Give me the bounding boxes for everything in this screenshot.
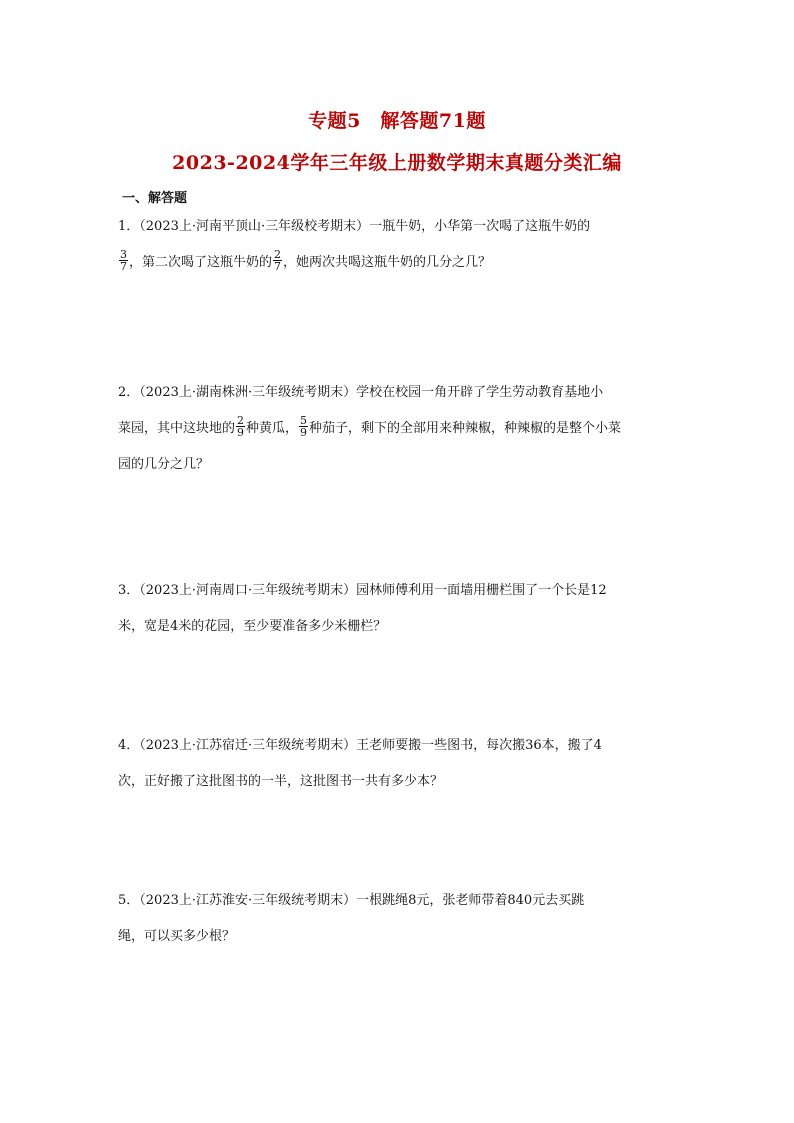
fraction-numerator: 2 — [237, 414, 245, 427]
question-2-text-c: 种茄子，剩下的全部用来种辣椒，种辣椒的是整个小菜 — [309, 421, 622, 436]
fraction-denominator: 9 — [300, 426, 308, 439]
fraction-numerator: 2 — [274, 248, 282, 261]
fraction-numerator: 3 — [120, 248, 127, 261]
question-5 — [118, 883, 678, 955]
question-3 — [118, 573, 678, 645]
fraction-denominator: 9 — [237, 426, 245, 439]
question-1-text-a: ，第二次喝了这瓶牛奶的 — [129, 255, 273, 270]
fraction-3-7 — [119, 249, 128, 272]
question-5-line-2: 绳，可以买多少根？ — [118, 929, 236, 944]
question-1 — [118, 209, 678, 281]
question-3-line-1: 3．（2023上·河南周口·三年级统考期末）园林师傅利用一面墙用栅栏围了一个长是12 — [118, 583, 607, 598]
question-4-line-1: 4．（2023上·江苏宿迁·三年级统考期末）王老师要搬一些图书，每次搬36本，搬了4 — [118, 738, 602, 753]
question-2-line-2 — [118, 411, 678, 447]
question-4-line-2: 次，正好搬了这批图书的一半，这批图书一共有多少本？ — [118, 774, 444, 789]
question-4 — [118, 728, 678, 800]
question-2-text-a: 菜园，其中这块地的 — [118, 421, 236, 436]
title-line-1: 专题5 解答题71题 — [308, 110, 486, 132]
section-heading: 一、解答题 — [122, 191, 188, 206]
title-line-2: 2023-2024学年三年级上册数学期末真题分类汇编 — [172, 152, 622, 174]
question-1-line-1: 1．（2023上·河南平顶山·三年级校考期末）一瓶牛奶，小华第一次喝了这瓶牛奶的 — [118, 219, 591, 234]
fraction-denominator: 7 — [274, 260, 282, 273]
question-1-text-b: ，她两次共喝这瓶牛奶的几分之几？ — [283, 255, 492, 270]
question-2-line-3: 园的几分之几？ — [118, 457, 210, 472]
fraction-numerator: 5 — [300, 414, 308, 427]
question-2-line-1: 2．（2023上·湖南株洲·三年级统考期末）学校在校园一角开辟了学生劳动教育基地小 — [118, 385, 604, 400]
question-2-text-b: 种黄瓜， — [246, 421, 299, 436]
fraction-2-7 — [273, 249, 282, 272]
fraction-2-9 — [236, 415, 245, 438]
fraction-denominator: 7 — [120, 260, 127, 273]
question-5-line-1: 5．（2023上·江苏淮安·三年级统考期末）一根跳绳8元，张老师带着840元去买跳 — [118, 893, 585, 908]
question-2 — [118, 375, 678, 483]
question-1-line-2 — [118, 245, 678, 281]
fraction-5-9 — [299, 415, 308, 438]
question-3-line-2: 米，宽是4米的花园，至少要准备多少米栅栏？ — [118, 619, 387, 634]
